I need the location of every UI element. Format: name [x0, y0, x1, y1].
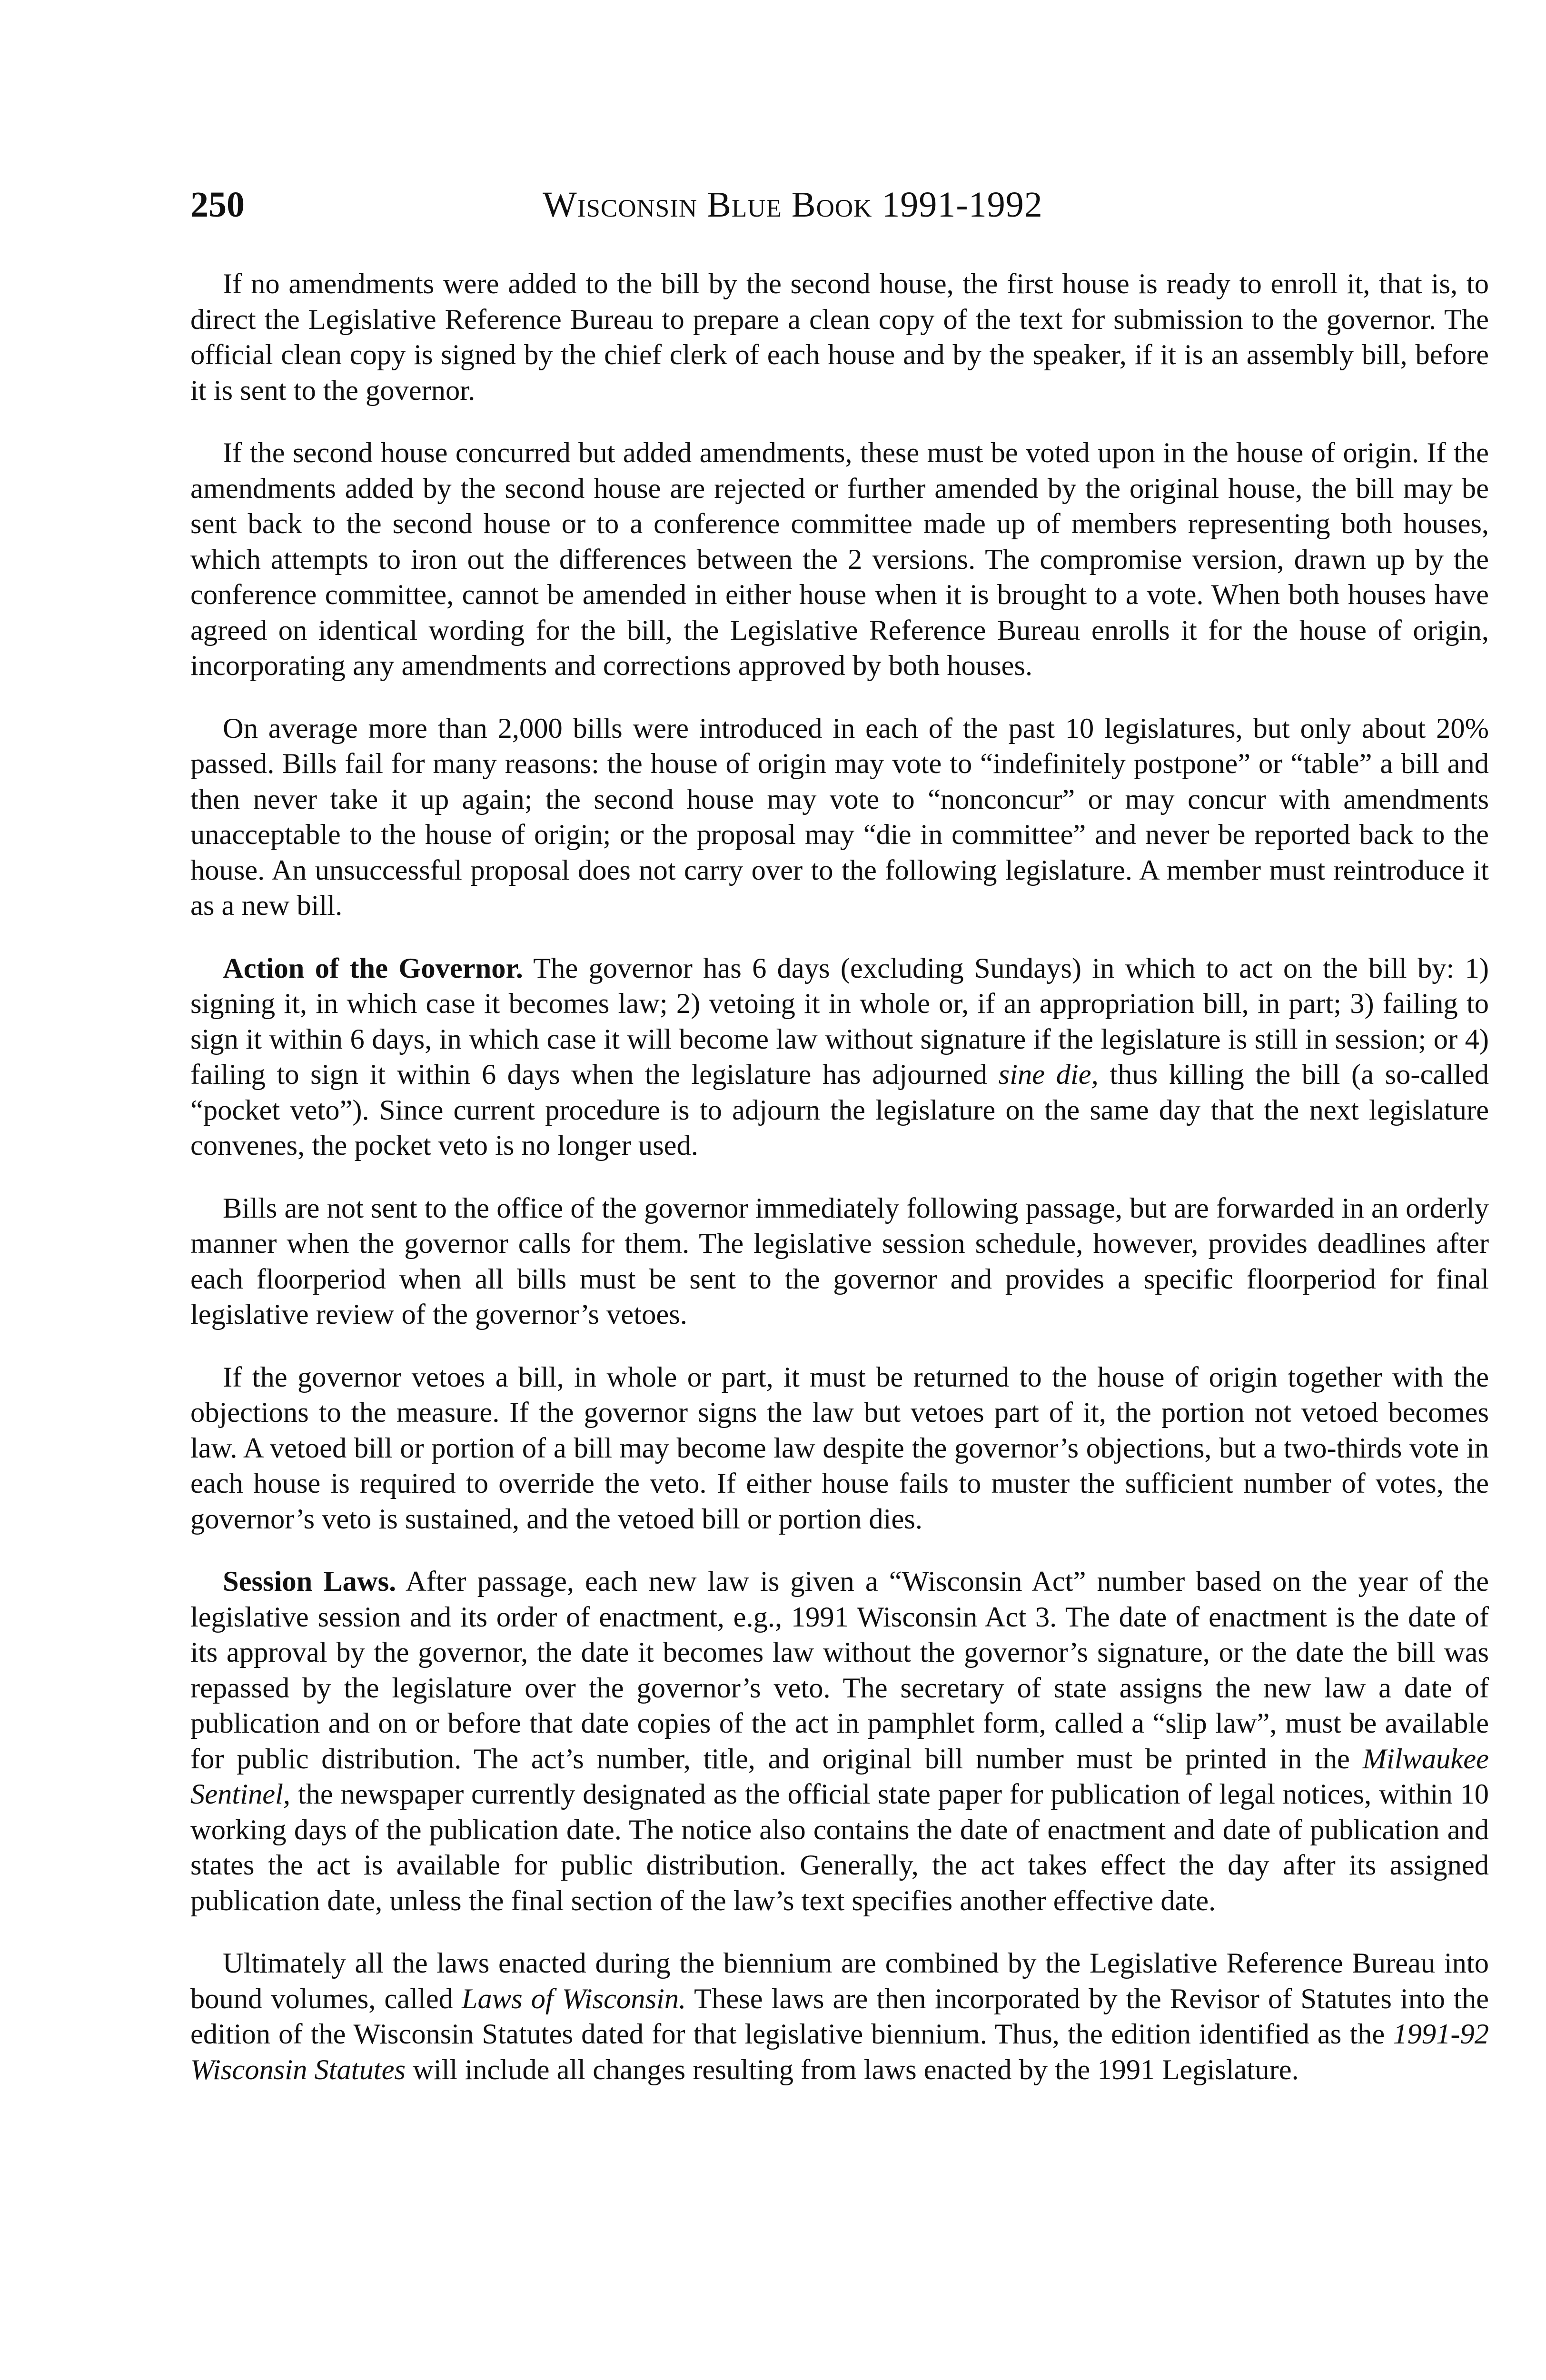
paragraph-laws-of-wisconsin: [190, 1946, 1489, 2088]
paragraph-text: If the second house concurred but added amendments, these must be voted upon in the house of origin. If the amendments added by the second house are rejected or further amended by the original house, the bill may be sent back to the second house or to a conference committee made up of members representing both houses, which attempts to iron out the differences between the 2 versions. The compromise version, drawn up by the conference committee, cannot be amended in either house when it is brought to a vote. When both houses have agreed on identical wording for the bill, the Legislative Reference Bureau enrolls it for the house of origin, incorporating any amendments and corrections approved by both houses.: [190, 437, 1489, 682]
paragraph-text: Bills are not sent to the office of the governor immediately following passage, but are forwarded in an orderly manner when the governor calls for them. The legislative session schedule, however, provides deadlines after each floorperiod when all bills must be sent to the governor and provides a specific floorperiod for final legislative review of the governor’s vetoes.: [190, 1192, 1489, 1330]
paragraph-text: the newspaper currently designated as the official state paper for publication of legal notices, within 10 working days of the publication date. The notice also contains the date of enactment and date of publication and states the act is available for public distribution. Generally, the act takes effect the day after its assigned publication date, unless the final section of the law’s text specifies another effective date.: [190, 1778, 1489, 1917]
italic-phrase: Laws of Wisconsin.: [461, 1983, 686, 2015]
paragraph-text: These laws are then incorporated by the Revisor of Statutes into the edition of the Wisconsin Statutes dated for that legislative biennium. Thus, the edition identified as the: [190, 1983, 1489, 2050]
paragraph-text: If the governor vetoes a bill, in whole or part, it must be returned to the house of origin together with the objections to the measure. If the governor signs the law but vetoes part of it, the portion not vetoed becomes law. A vetoed bill or portion of a bill may become law despite the governor’s objections, but a two-thirds vote in each house is required to override the veto. If either house fails to muster the sufficient number of votes, the governor’s veto is sustained, and the vetoed bill or portion dies.: [190, 1361, 1489, 1535]
paragraph-text: thus killing the bill (a so-called “pocket veto”). Since current procedure is to adjourn the legislature on the same day that the next legislature convenes, the pocket veto is no longer used.: [190, 1059, 1489, 1161]
paragraph-text: The governor has 6 days (excluding Sundays) in which to act on the bill by: 1) signing it, in which case it becomes law; 2) vetoing it in whole or, if an appropriation bill, in part; 3) failing to sign it within 6 days, in which case it will become law without signature if the legislature is still in session; or 4) failing to sign it within 6 days when the legislature has adjourned: [190, 952, 1489, 1091]
italic-phrase: sine die,: [998, 1059, 1099, 1091]
paragraph-bill-statistics: [190, 711, 1489, 924]
page-header: [190, 178, 1490, 231]
italic-phrase: 1991-92 Wisconsin Statutes: [190, 2018, 1489, 2086]
section-heading-session-laws: Session Laws.: [223, 1566, 396, 1597]
running-title: Wisconsin Blue Book 1991-1992: [543, 185, 1043, 225]
paragraph-text: If no amendments were added to the bill by the second house, the first house is ready to enroll it, that is, to direct the Legislative Reference Bureau to prepare a clean copy of the text for submission to the governor. The official clean copy is signed by the chief clerk of each house and by the speaker, if it is an assembly bill, before it is sent to the governor.: [190, 268, 1489, 407]
page-number: 250: [190, 185, 245, 225]
paragraph-text: Ultimately all the laws enacted during the biennium are combined by the Legislative Reference Bureau into bound volumes, called: [190, 1947, 1489, 2015]
body-text: [190, 267, 1489, 2115]
paragraph-action-of-governor: [190, 951, 1489, 1164]
paragraph-enrollment: [190, 267, 1489, 408]
paragraph-veto-override: [190, 1360, 1489, 1537]
paragraph-text: After passage, each new law is given a “Wisconsin Act” number based on the year of the legislative session and its order of enactment, e.g., 1991 Wisconsin Act 3. The date of enactment is the date of its approval by the governor, the date it becomes law without the governor’s signature, or the date the bill was repassed by the legislature over the governor’s veto. The secretary of state assigns the new law a date of publication and on or before that date copies of the act in pamphlet form, called a “slip law”, must be available for public distribution. The act’s number, title, and original bill number must be printed in the: [190, 1566, 1489, 1775]
italic-phrase: Milwaukee Sentinel,: [190, 1743, 1489, 1810]
paragraph-text: On average more than 2,000 bills were introduced in each of the past 10 legislatures, but only about 20% passed. Bills fail for many reasons: the house of origin may vote to “indefinitely postpone” or “table” a bill and then never take it up again; the second house may vote to “nonconcur” or may concur with amendments unacceptable to the house of origin; or the proposal may “die in committee” and never be reported back to the house. An unsuccessful proposal does not carry over to the following legislature. A member must reintroduce it as a new bill.: [190, 712, 1489, 922]
paragraph-text: will include all changes resulting from laws enacted by the 1991 Legislature.: [413, 2053, 1299, 2086]
paragraph-amendments: [190, 436, 1489, 684]
paragraph-bills-forwarding: [190, 1191, 1489, 1333]
section-heading-action-of-governor: Action of the Governor.: [223, 952, 523, 984]
paragraph-session-laws: [190, 1564, 1489, 1919]
